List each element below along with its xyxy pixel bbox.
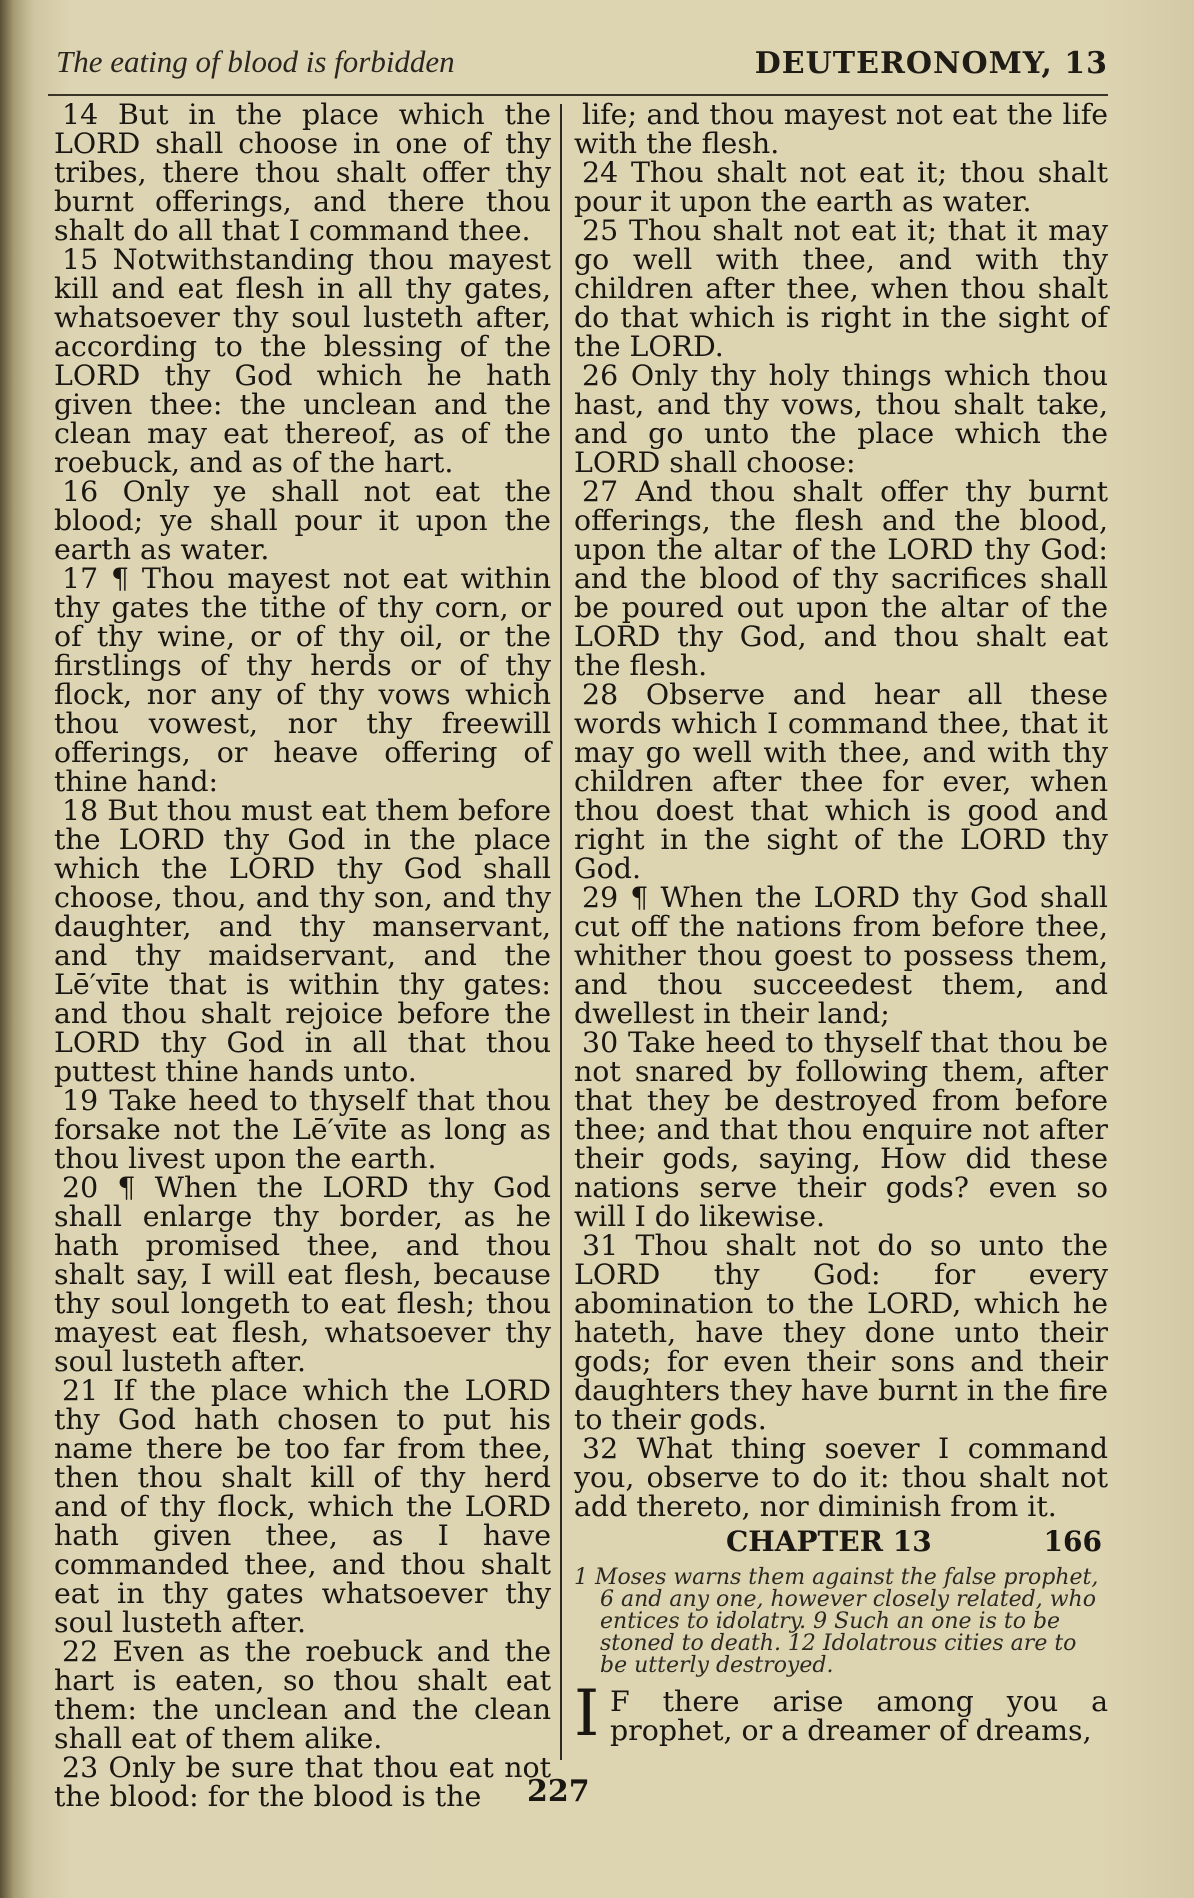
verse-21: 21 If the place which the LORD thy God hath chosen to put his name there be too far from thee, then thou shalt kill of thy herd and of thy flock, which the LORD hath given thee, as I have commanded thee, and thou shalt eat in thy gates whatsoever thy soul lusteth after. xyxy=(54,1374,551,1639)
verse-22: 22 Even as the roebuck and the hart is eaten, so thou shalt eat them: the unclean and the clean shall eat of them alike. xyxy=(54,1635,551,1755)
verse-32: 32 What thing soever I command you, observe to do it: thou shalt not add thereto, nor diminish from it. xyxy=(574,1432,1108,1523)
verse-20: 20 ¶ When the LORD thy God shall enlarge thy border, as he hath promised thee, and thou shalt say, I will eat flesh, because thy soul longeth to eat flesh; thou mayest eat flesh, whatsoever thy soul lusteth after. xyxy=(54,1171,551,1378)
page-number: 227 xyxy=(527,1774,590,1809)
opening-text: F there arise among you a prophet, or a dreamer of dreams, xyxy=(610,1685,1108,1747)
verse-15: 15 Notwithstanding thou mayest kill and eat flesh in all thy gates, whatsoever thy soul lusteth after, according to the blessing of the LORD thy God which he hath given thee: the unclean and the clean may eat thereof, as of the roebuck, and as of the hart. xyxy=(54,243,551,479)
right-column xyxy=(574,98,1108,1751)
verse-16: 16 Only ye shall not eat the blood; ye shall pour it upon the earth as water. xyxy=(54,475,551,566)
verse-24: 24 Thou shalt not eat it; thou shalt pour it upon the earth as water. xyxy=(574,156,1108,218)
verse-30: 30 Take heed to thyself that thou be not snared by following them, after that they be destroyed from before thee; and that thou enquire not after their gods, saying, How did these nations serve their gods? even so will I do likewise. xyxy=(574,1026,1108,1233)
verse-18: 18 But thou must eat them before the LORD thy God in the place which the LORD thy God shall choose, thou, and thy son, and thy daughter, and thy manservant, and thy maidservant, and the Lē′vīte that is within thy gates: and thou shalt rejoice before the LORD thy God in all that thou puttest thine hands unto. xyxy=(54,794,551,1088)
chapter-opening xyxy=(574,1677,1108,1751)
left-column xyxy=(54,100,551,1811)
header-rule xyxy=(48,94,1108,96)
running-header-right: DEUTERONOMY, 13 xyxy=(754,46,1108,81)
chapter-heading xyxy=(574,1527,1108,1561)
chapter-summary: 1 Moses warns them against the false prophet, 6 and any one, however closely related, who entices to idolatry. 9 Such an one is to be stoned to death. 12 Idolatrous cities are to be utterly destroyed. xyxy=(574,1565,1099,1678)
verse-28: 28 Observe and hear all these words which I command thee, that it may go well with thee, and with thy children after thee for ever, when thou doest that which is good and right in the sight of the LORD thy God. xyxy=(574,678,1108,885)
verse-25: 25 Thou shalt not eat it; that it may go well with thee, and with thy children after thee, when thou shalt do that which is right in the sight of the LORD. xyxy=(574,214,1108,363)
verse-19: 19 Take heed to thyself that thou forsake not the Lē′vīte as long as thou livest upon the earth. xyxy=(54,1084,551,1175)
verse-23: 23 Only be sure that thou eat not the blood: for the blood is the xyxy=(54,1751,551,1813)
verse-17: 17 ¶ Thou mayest not eat within thy gates the tithe of thy corn, or of thy wine, or of thy oil, or the firstlings of thy herds or of thy flock, nor any of thy vows which thou vowest, nor thy freewill offerings, or heave offering of thine hand: xyxy=(54,562,551,798)
column-divider xyxy=(560,104,562,1760)
verse-29: 29 ¶ When the LORD thy God shall cut off the nations from before thee, whither thou goest to possess them, and thou succeedest them, and dwellest in their land; xyxy=(574,881,1108,1030)
verse-26: 26 Only thy holy things which thou hast, and thy vows, thou shalt take, and go unto the place which the LORD shall choose: xyxy=(574,359,1108,479)
verse-14: 14 But in the place which the LORD shall choose in one of thy tribes, there thou shalt offer thy burnt offerings, and there thou shalt do all that I command thee. xyxy=(54,98,551,247)
drop-cap: I xyxy=(574,1677,600,1751)
chapter-number: 166 xyxy=(1043,1525,1102,1558)
verse-31: 31 Thou shalt not do so unto the LORD thy God: for every abomination to the LORD, which he hateth, have they done unto their gods; for even their sons and their daughters they have burnt in the fire to their gods. xyxy=(574,1229,1108,1436)
verse-23-continued: life; and thou mayest not eat the life with the flesh. xyxy=(574,98,1108,160)
verse-27: 27 And thou shalt offer thy burnt offerings, the flesh and the blood, upon the altar of the LORD thy God: and the blood of thy sacrifices shall be poured out upon the altar of the LORD thy God, and thou shalt eat the flesh. xyxy=(574,475,1108,682)
chapter-title: CHAPTER 13 xyxy=(726,1525,932,1558)
running-header-left: The eating of blood is forbidden xyxy=(56,44,455,79)
